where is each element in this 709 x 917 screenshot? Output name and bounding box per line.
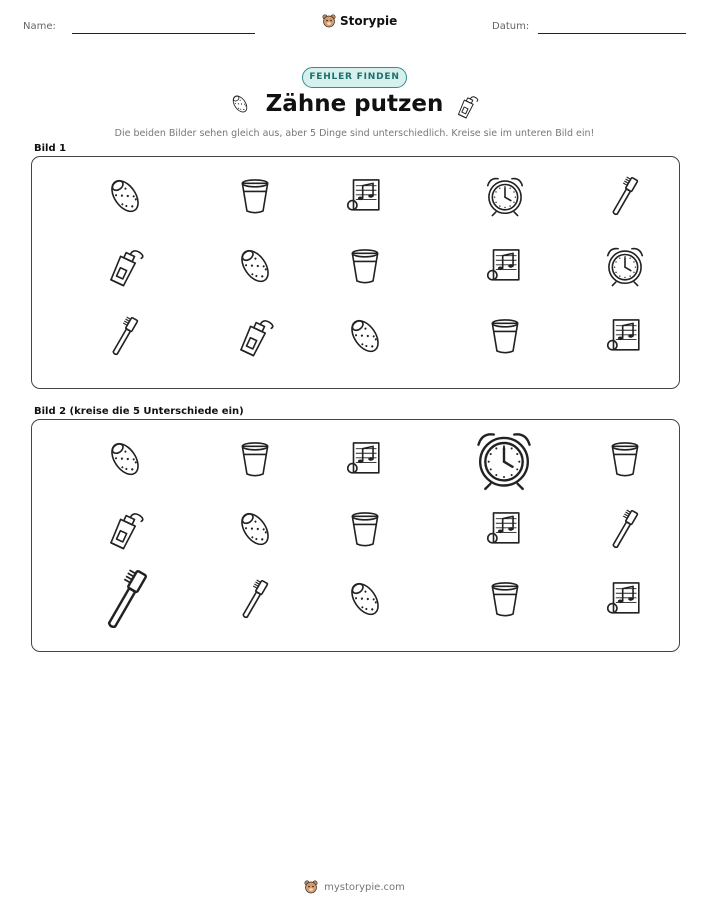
picture2-item-r3-c3[interactable] bbox=[342, 576, 388, 626]
picture2-item-r2-c1[interactable] bbox=[102, 506, 148, 556]
toothbrush-icon bbox=[602, 506, 648, 552]
date-field[interactable] bbox=[538, 33, 686, 34]
toothpaste-icon bbox=[102, 243, 148, 289]
brush-icon bbox=[232, 506, 278, 552]
picture2-item-r2-c3[interactable] bbox=[342, 506, 388, 556]
music-sheet-icon bbox=[482, 506, 528, 552]
bear-icon bbox=[304, 880, 318, 894]
music-sheet-icon bbox=[342, 436, 388, 482]
badge-spot-the-difference: FEHLER FINDEN bbox=[302, 67, 407, 88]
picture1-item-r3-c4 bbox=[482, 313, 528, 363]
cup-icon bbox=[342, 506, 388, 552]
picture2-item-r3-c4[interactable] bbox=[482, 576, 528, 626]
bear-icon bbox=[322, 14, 336, 28]
picture1-item-r2-c1 bbox=[102, 243, 148, 293]
picture1-item-r1-c4 bbox=[482, 173, 528, 223]
picture1-item-r2-c4 bbox=[482, 243, 528, 293]
picture2-item-r2-c4[interactable] bbox=[482, 506, 528, 556]
footer bbox=[0, 880, 709, 894]
picture2-item-r1-c4[interactable] bbox=[470, 426, 538, 498]
picture1-item-r3-c2 bbox=[232, 313, 278, 363]
music-sheet-icon bbox=[482, 243, 528, 289]
brush-icon bbox=[228, 92, 252, 116]
picture2-item-r3-c5[interactable] bbox=[602, 576, 648, 626]
toothbrush-icon bbox=[92, 564, 162, 634]
brush-icon bbox=[342, 313, 388, 359]
title-toothpaste-icon bbox=[453, 92, 481, 124]
alarm-clock-icon bbox=[602, 243, 648, 289]
picture1-item-r3-c1 bbox=[102, 313, 148, 363]
picture1-item-r1-c5 bbox=[602, 173, 648, 223]
date-label: Datum: bbox=[492, 21, 530, 32]
brush-icon bbox=[102, 436, 148, 482]
cup-icon bbox=[482, 576, 528, 622]
toothbrush-icon bbox=[102, 313, 148, 359]
picture2-item-r3-c1[interactable] bbox=[92, 564, 162, 638]
brush-icon bbox=[102, 173, 148, 219]
title-brush-icon bbox=[228, 92, 252, 120]
picture2-item-r1-c5[interactable] bbox=[602, 436, 648, 486]
toothpaste-icon bbox=[232, 313, 278, 359]
cup-icon bbox=[232, 436, 278, 482]
brush-icon bbox=[342, 576, 388, 622]
brand-name: Storypie bbox=[340, 14, 398, 28]
picture2-item-r1-c2[interactable] bbox=[232, 436, 278, 486]
name-label: Name: bbox=[23, 21, 56, 32]
cup-icon bbox=[602, 436, 648, 482]
picture2-panel[interactable] bbox=[31, 419, 680, 652]
picture2-item-r1-c1[interactable] bbox=[102, 436, 148, 486]
page-title: Zähne putzen bbox=[265, 91, 444, 117]
instructions: Die beiden Bilder sehen gleich aus, aber 5 Dinge sind unterschiedlich. Kreise sie im unteren Bild ein! bbox=[114, 128, 595, 139]
toothbrush-icon bbox=[232, 576, 278, 622]
picture1-item-r1-c1 bbox=[102, 173, 148, 223]
footer-link[interactable]: mystorypie.com bbox=[324, 881, 405, 893]
brush-icon bbox=[232, 243, 278, 289]
music-sheet-icon bbox=[602, 576, 648, 622]
picture1-item-r1-c2 bbox=[232, 173, 278, 223]
toothpaste-icon bbox=[102, 506, 148, 552]
picture2-label: Bild 2 (kreise die 5 Unterschiede ein) bbox=[34, 406, 244, 417]
picture1-item-r3-c5 bbox=[602, 313, 648, 363]
picture1-item-r3-c3 bbox=[342, 313, 388, 363]
toothbrush-icon bbox=[602, 173, 648, 219]
cup-icon bbox=[342, 243, 388, 289]
alarm-clock-icon bbox=[470, 426, 538, 494]
picture2-item-r1-c3[interactable] bbox=[342, 436, 388, 486]
picture1-item-r2-c3 bbox=[342, 243, 388, 293]
music-sheet-icon bbox=[602, 313, 648, 359]
picture1-item-r2-c5 bbox=[602, 243, 648, 293]
cup-icon bbox=[232, 173, 278, 219]
name-field[interactable] bbox=[72, 33, 255, 34]
picture1-label: Bild 1 bbox=[34, 143, 67, 154]
alarm-clock-icon bbox=[482, 173, 528, 219]
picture1-item-r2-c2 bbox=[232, 243, 278, 293]
music-sheet-icon bbox=[342, 173, 388, 219]
picture1-panel bbox=[31, 156, 680, 389]
picture2-item-r3-c2[interactable] bbox=[232, 576, 278, 626]
cup-icon bbox=[482, 313, 528, 359]
picture1-item-r1-c3 bbox=[342, 173, 388, 223]
brand-logo bbox=[322, 14, 397, 28]
picture2-item-r2-c5[interactable] bbox=[602, 506, 648, 556]
picture2-item-r2-c2[interactable] bbox=[232, 506, 278, 556]
toothpaste-icon bbox=[453, 92, 481, 120]
